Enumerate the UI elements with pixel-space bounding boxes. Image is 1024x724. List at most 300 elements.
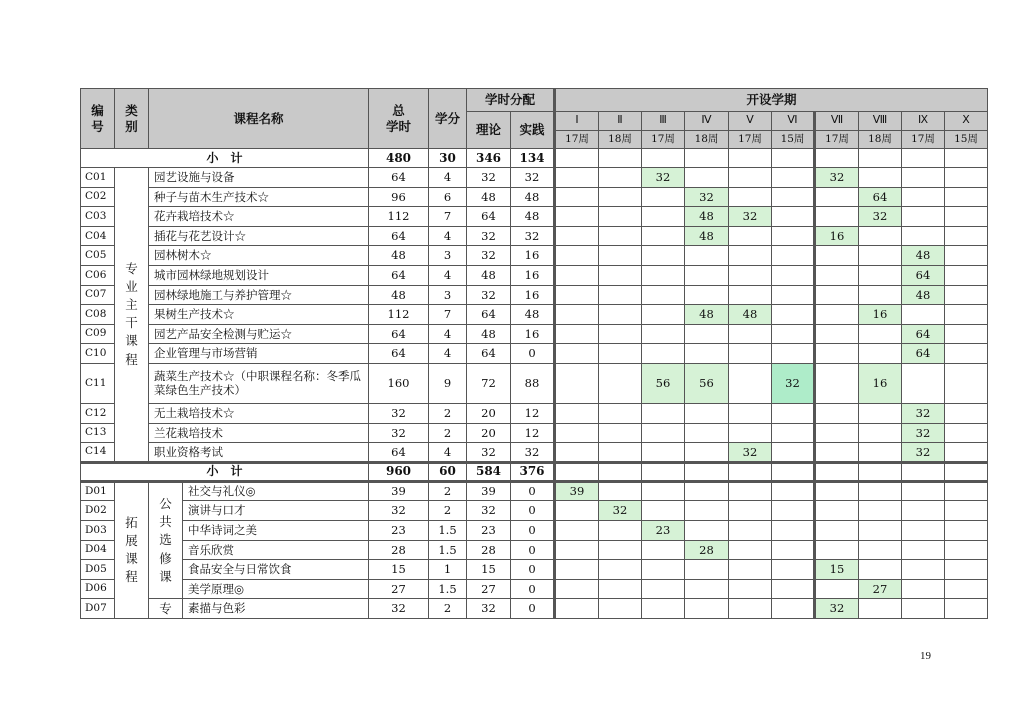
term-hours-cell <box>902 599 945 619</box>
course-name: 素描与色彩 <box>183 599 369 619</box>
term-hours-cell <box>859 403 902 423</box>
term-hours-cell <box>772 579 815 599</box>
table-row <box>81 560 988 580</box>
term-hours-cell <box>772 423 815 443</box>
term-hours-cell <box>729 540 772 560</box>
category-char: 程 <box>125 569 138 585</box>
term-hours-cell <box>815 324 859 344</box>
course-practice: 16 <box>511 285 555 305</box>
term-hours-cell <box>685 560 729 580</box>
term-hours-cell: 16 <box>859 363 902 403</box>
term-header: Ⅸ <box>902 112 945 131</box>
course-total: 96 <box>369 187 429 207</box>
course-theory: 64 <box>467 207 511 227</box>
term-hours-cell <box>945 246 988 266</box>
category-char: 拓 <box>125 515 138 531</box>
term-hours-cell: 15 <box>815 560 859 580</box>
course-practice: 16 <box>511 246 555 266</box>
subtotal-row <box>81 462 988 481</box>
course-credits: 4 <box>429 226 467 246</box>
subtotal-theory: 584 <box>467 462 511 481</box>
page-number: 19 <box>920 650 931 662</box>
subtotal-practice: 376 <box>511 462 555 481</box>
course-code: D03 <box>81 520 115 540</box>
term-weeks: 17周 <box>642 131 685 149</box>
term-hours-cell <box>685 520 729 540</box>
term-hours-cell <box>815 403 859 423</box>
course-practice: 0 <box>511 501 555 521</box>
term-hours-cell <box>945 520 988 540</box>
term-hours-cell: 39 <box>555 481 599 501</box>
term-hours-cell: 32 <box>902 423 945 443</box>
term-cell <box>729 149 772 168</box>
term-hours-cell <box>555 285 599 305</box>
term-hours-cell <box>772 187 815 207</box>
term-hours-cell <box>859 520 902 540</box>
term-header: Ⅵ <box>772 112 815 131</box>
category-char: 业 <box>125 279 138 295</box>
term-hours-cell <box>945 599 988 619</box>
term-hours-cell <box>815 579 859 599</box>
term-hours-cell <box>772 324 815 344</box>
term-hours-cell <box>555 403 599 423</box>
table-row <box>81 540 988 560</box>
term-hours-cell <box>902 481 945 501</box>
course-name: 无土栽培技术☆ <box>149 403 369 423</box>
term-hours-cell <box>859 285 902 305</box>
term-hours-cell <box>945 501 988 521</box>
category-extension <box>115 481 149 618</box>
term-weeks: 17周 <box>729 131 772 149</box>
term-hours-cell <box>599 187 642 207</box>
course-practice: 12 <box>511 403 555 423</box>
course-theory: 48 <box>467 324 511 344</box>
subtotal-total: 960 <box>369 462 429 481</box>
category-char: 修 <box>159 550 172 566</box>
term-hours-cell <box>859 246 902 266</box>
term-hours-cell: 64 <box>902 265 945 285</box>
course-theory: 32 <box>467 501 511 521</box>
course-credits: 9 <box>429 363 467 403</box>
term-hours-cell <box>945 403 988 423</box>
term-hours-cell <box>599 168 642 188</box>
term-hours-cell <box>772 207 815 227</box>
term-hours-cell <box>729 265 772 285</box>
term-header: Ⅱ <box>599 112 642 131</box>
term-hours-cell: 23 <box>642 520 685 540</box>
header-category: 类 别 <box>115 89 149 149</box>
course-total: 32 <box>369 403 429 423</box>
header-course-name: 课程名称 <box>149 89 369 149</box>
term-weeks: 18周 <box>859 131 902 149</box>
term-hours-cell: 32 <box>815 599 859 619</box>
term-hours-cell <box>599 226 642 246</box>
term-weeks: 15周 <box>772 131 815 149</box>
course-total: 39 <box>369 481 429 501</box>
term-hours-cell <box>945 540 988 560</box>
term-hours-cell <box>685 344 729 364</box>
term-hours-cell <box>642 423 685 443</box>
term-hours-cell <box>729 285 772 305</box>
term-hours-cell: 32 <box>902 443 945 463</box>
term-weeks: 17周 <box>555 131 599 149</box>
course-name: 食品安全与日常饮食 <box>183 560 369 580</box>
term-hours-cell <box>642 560 685 580</box>
term-hours-cell <box>729 403 772 423</box>
table-row <box>81 285 988 305</box>
term-hours-cell <box>945 579 988 599</box>
term-hours-cell <box>599 560 642 580</box>
category-char: 专 <box>159 600 172 616</box>
term-hours-cell: 32 <box>729 443 772 463</box>
term-cell <box>859 149 902 168</box>
subcategory-major-elective <box>149 599 183 619</box>
term-hours-cell: 27 <box>859 579 902 599</box>
category-char: 课 <box>159 568 172 584</box>
term-header: Ⅰ <box>555 112 599 131</box>
course-code: C12 <box>81 403 115 423</box>
course-total: 32 <box>369 423 429 443</box>
term-hours-cell <box>859 324 902 344</box>
course-theory: 28 <box>467 540 511 560</box>
course-credits: 7 <box>429 305 467 325</box>
header-theory: 理论 <box>467 112 511 149</box>
term-hours-cell <box>555 305 599 325</box>
course-total: 23 <box>369 520 429 540</box>
header-practice: 实践 <box>511 112 555 149</box>
term-hours-cell <box>815 246 859 266</box>
term-hours-cell <box>642 226 685 246</box>
term-weeks: 17周 <box>902 131 945 149</box>
term-hours-cell <box>555 560 599 580</box>
course-code: D07 <box>81 599 115 619</box>
table-row <box>81 520 988 540</box>
term-hours-cell <box>599 265 642 285</box>
course-name: 美学原理◎ <box>183 579 369 599</box>
term-header: Ⅲ <box>642 112 685 131</box>
course-total: 48 <box>369 285 429 305</box>
term-hours-cell <box>815 501 859 521</box>
term-hours-cell <box>772 403 815 423</box>
term-hours-cell <box>729 501 772 521</box>
term-hours-cell <box>555 423 599 443</box>
term-hours-cell <box>859 344 902 364</box>
subtotal-credits: 30 <box>429 149 467 168</box>
term-hours-cell <box>555 226 599 246</box>
course-practice: 32 <box>511 443 555 463</box>
term-hours-cell <box>685 246 729 266</box>
header-semesters: 开设学期 <box>555 89 988 112</box>
table-row <box>81 443 988 463</box>
term-hours-cell <box>599 363 642 403</box>
course-name: 插花与花艺设计☆ <box>149 226 369 246</box>
term-hours-cell <box>945 481 988 501</box>
term-hours-cell <box>599 403 642 423</box>
course-practice: 88 <box>511 363 555 403</box>
term-hours-cell <box>685 443 729 463</box>
course-total: 64 <box>369 168 429 188</box>
subcategory-public-elective <box>149 481 183 599</box>
table-row <box>81 501 988 521</box>
course-credits: 3 <box>429 285 467 305</box>
term-hours-cell <box>859 560 902 580</box>
term-hours-cell <box>945 285 988 305</box>
term-cell <box>685 462 729 481</box>
course-code: C03 <box>81 207 115 227</box>
course-credits: 2 <box>429 599 467 619</box>
term-hours-cell: 56 <box>685 363 729 403</box>
category-char: 课 <box>125 551 138 567</box>
course-practice: 16 <box>511 324 555 344</box>
term-hours-cell <box>599 246 642 266</box>
term-cell <box>815 462 859 481</box>
term-hours-cell <box>859 423 902 443</box>
term-hours-cell: 64 <box>902 324 945 344</box>
course-total: 28 <box>369 540 429 560</box>
header-total-hours: 总 学时 <box>369 89 429 149</box>
table-row <box>81 226 988 246</box>
term-hours-cell <box>815 423 859 443</box>
header-hours-split: 学时分配 <box>467 89 555 112</box>
term-hours-cell: 32 <box>685 187 729 207</box>
term-hours-cell <box>729 168 772 188</box>
course-practice: 0 <box>511 599 555 619</box>
table-row <box>81 187 988 207</box>
term-hours-cell <box>945 363 988 403</box>
term-hours-cell <box>729 363 772 403</box>
term-hours-cell: 16 <box>815 226 859 246</box>
term-cell <box>902 149 945 168</box>
term-hours-cell <box>729 520 772 540</box>
term-hours-cell <box>599 599 642 619</box>
term-hours-cell <box>859 501 902 521</box>
term-hours-cell: 48 <box>685 226 729 246</box>
category-char: 程 <box>125 351 138 367</box>
table-row <box>81 363 988 403</box>
course-name: 社交与礼仪◎ <box>183 481 369 501</box>
term-hours-cell <box>642 324 685 344</box>
course-practice: 0 <box>511 344 555 364</box>
course-credits: 6 <box>429 187 467 207</box>
term-cell <box>642 149 685 168</box>
term-hours-cell <box>945 443 988 463</box>
term-hours-cell <box>642 207 685 227</box>
table-row <box>81 403 988 423</box>
subtotal-total: 480 <box>369 149 429 168</box>
term-hours-cell <box>642 285 685 305</box>
term-hours-cell <box>772 168 815 188</box>
term-hours-cell <box>945 560 988 580</box>
term-hours-cell <box>685 579 729 599</box>
term-hours-cell <box>815 285 859 305</box>
course-theory: 32 <box>467 285 511 305</box>
term-hours-cell <box>945 187 988 207</box>
course-theory: 15 <box>467 560 511 580</box>
term-hours-cell: 32 <box>599 501 642 521</box>
term-hours-cell: 32 <box>859 207 902 227</box>
course-name: 演讲与口才 <box>183 501 369 521</box>
course-practice: 48 <box>511 207 555 227</box>
term-hours-cell <box>555 207 599 227</box>
course-total: 32 <box>369 501 429 521</box>
course-credits: 7 <box>429 207 467 227</box>
term-hours-cell: 64 <box>859 187 902 207</box>
table-row <box>81 168 988 188</box>
term-cell <box>685 149 729 168</box>
term-cell <box>772 149 815 168</box>
term-hours-cell <box>555 443 599 463</box>
table-row <box>81 481 988 501</box>
term-hours-cell <box>859 265 902 285</box>
term-hours-cell <box>685 285 729 305</box>
term-hours-cell <box>642 187 685 207</box>
course-credits: 4 <box>429 265 467 285</box>
term-hours-cell <box>685 265 729 285</box>
term-hours-cell <box>902 560 945 580</box>
course-practice: 16 <box>511 265 555 285</box>
term-hours-cell <box>902 226 945 246</box>
term-hours-cell <box>599 324 642 344</box>
term-hours-cell <box>729 344 772 364</box>
term-hours-cell <box>815 344 859 364</box>
course-code: C09 <box>81 324 115 344</box>
term-hours-cell <box>772 501 815 521</box>
term-hours-cell <box>902 363 945 403</box>
term-cell <box>599 149 642 168</box>
course-credits: 2 <box>429 481 467 501</box>
term-hours-cell <box>729 423 772 443</box>
term-hours-cell <box>642 403 685 423</box>
term-hours-cell <box>729 579 772 599</box>
term-hours-cell <box>599 443 642 463</box>
term-hours-cell <box>772 246 815 266</box>
course-credits: 2 <box>429 501 467 521</box>
course-code: C07 <box>81 285 115 305</box>
category-char: 展 <box>125 533 138 549</box>
term-hours-cell <box>685 599 729 619</box>
term-hours-cell <box>555 187 599 207</box>
term-hours-cell <box>555 168 599 188</box>
term-cell <box>555 149 599 168</box>
course-total: 160 <box>369 363 429 403</box>
term-hours-cell <box>599 423 642 443</box>
term-hours-cell <box>859 443 902 463</box>
term-hours-cell <box>772 481 815 501</box>
term-hours-cell <box>642 443 685 463</box>
table-row <box>81 265 988 285</box>
table-row <box>81 305 988 325</box>
term-hours-cell <box>555 363 599 403</box>
table-row <box>81 423 988 443</box>
term-hours-cell: 32 <box>729 207 772 227</box>
course-credits: 2 <box>429 403 467 423</box>
term-hours-cell <box>642 265 685 285</box>
course-name: 园艺产品安全检测与贮运☆ <box>149 324 369 344</box>
term-cell <box>772 462 815 481</box>
course-name: 城市园林绿地规划设计 <box>149 265 369 285</box>
term-hours-cell: 28 <box>685 540 729 560</box>
term-header: Ⅴ <box>729 112 772 131</box>
course-total: 112 <box>369 305 429 325</box>
term-hours-cell <box>555 246 599 266</box>
term-hours-cell <box>599 579 642 599</box>
course-name: 果树生产技术☆ <box>149 305 369 325</box>
course-total: 112 <box>369 207 429 227</box>
course-practice: 12 <box>511 423 555 443</box>
term-hours-cell <box>815 363 859 403</box>
term-hours-cell <box>642 481 685 501</box>
term-hours-cell <box>772 520 815 540</box>
course-credits: 1.5 <box>429 520 467 540</box>
term-hours-cell <box>772 344 815 364</box>
term-hours-cell <box>729 481 772 501</box>
term-hours-cell <box>815 305 859 325</box>
term-hours-cell <box>642 305 685 325</box>
course-theory: 39 <box>467 481 511 501</box>
term-hours-cell <box>729 599 772 619</box>
term-header: Ⅷ <box>859 112 902 131</box>
term-hours-cell <box>599 207 642 227</box>
term-hours-cell <box>555 265 599 285</box>
course-total: 64 <box>369 265 429 285</box>
course-code: C13 <box>81 423 115 443</box>
term-hours-cell <box>815 207 859 227</box>
course-code: C02 <box>81 187 115 207</box>
course-code: C05 <box>81 246 115 266</box>
term-cell <box>642 462 685 481</box>
term-weeks: 17周 <box>815 131 859 149</box>
term-hours-cell <box>555 501 599 521</box>
term-weeks: 18周 <box>685 131 729 149</box>
term-hours-cell <box>945 265 988 285</box>
term-hours-cell <box>685 423 729 443</box>
course-name: 园艺设施与设备 <box>149 168 369 188</box>
course-theory: 32 <box>467 443 511 463</box>
term-hours-cell <box>642 579 685 599</box>
term-weeks: 18周 <box>599 131 642 149</box>
category-char: 专 <box>125 260 138 276</box>
term-hours-cell <box>772 443 815 463</box>
term-hours-cell <box>859 168 902 188</box>
course-code: D06 <box>81 579 115 599</box>
term-hours-cell: 16 <box>859 305 902 325</box>
term-hours-cell <box>815 187 859 207</box>
course-credits: 3 <box>429 246 467 266</box>
course-practice: 48 <box>511 305 555 325</box>
term-hours-cell <box>555 599 599 619</box>
subtotal-theory: 346 <box>467 149 511 168</box>
course-name: 企业管理与市场营销 <box>149 344 369 364</box>
term-hours-cell <box>902 540 945 560</box>
course-code: C04 <box>81 226 115 246</box>
course-practice: 32 <box>511 168 555 188</box>
course-total: 27 <box>369 579 429 599</box>
course-total: 48 <box>369 246 429 266</box>
course-total: 64 <box>369 226 429 246</box>
category-char: 公 <box>159 496 172 512</box>
term-hours-cell <box>772 305 815 325</box>
course-practice: 0 <box>511 540 555 560</box>
term-hours-cell <box>642 246 685 266</box>
course-code: D02 <box>81 501 115 521</box>
course-theory: 48 <box>467 187 511 207</box>
term-header: Ⅹ <box>945 112 988 131</box>
table-row <box>81 599 988 619</box>
term-hours-cell <box>642 501 685 521</box>
course-code: C01 <box>81 168 115 188</box>
course-credits: 1 <box>429 560 467 580</box>
term-hours-cell: 32 <box>815 168 859 188</box>
